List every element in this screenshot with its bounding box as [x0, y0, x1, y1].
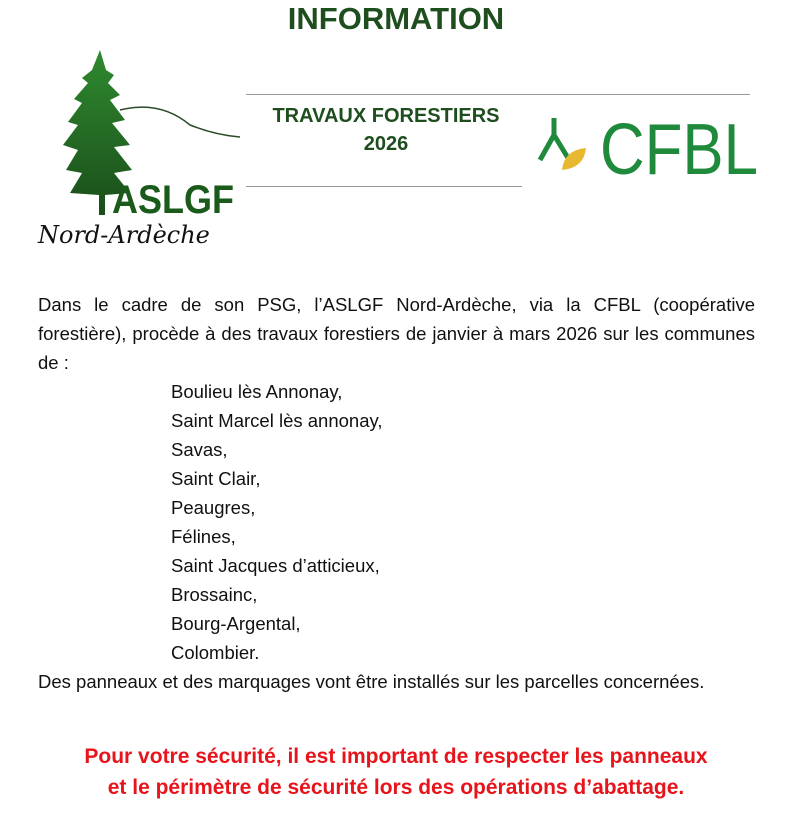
commune-item: Bourg-Argental, — [171, 613, 301, 634]
aslgf-logo — [30, 45, 250, 255]
subtitle-line2: 2026 — [363, 133, 409, 155]
cfbl-logo — [536, 110, 761, 190]
commune-item: Savas, — [171, 439, 228, 460]
commune-item: Peaugres, — [171, 497, 256, 518]
commune-item: Boulieu lès Annonay, — [171, 381, 343, 402]
commune-item: Saint Marcel lès annonay, — [171, 410, 383, 431]
warning-line1: Pour votre sécurité, il est important de respecter les panneaux — [84, 745, 708, 768]
body-text — [38, 290, 755, 696]
aslgf-logo-text: ASLGF — [112, 178, 234, 222]
warning-line2: et le périmètre de sécurité lors des opérations d’abattage. — [107, 776, 685, 799]
page-title: INFORMATION — [287, 1, 505, 36]
outro-paragraph: Des panneaux et des marquages vont être installés sur les parcelles concernées. — [38, 671, 705, 692]
subtitle-line1: TRAVAUX FORESTIERS — [272, 105, 500, 127]
divider-bottom — [246, 186, 522, 187]
subtitle — [246, 94, 526, 158]
commune-item: Félines, — [171, 526, 236, 547]
safety-warning — [0, 741, 792, 803]
communes-list — [38, 377, 755, 667]
intro-paragraph: Dans le cadre de son PSG, l’ASLGF Nord-Ardèche, via la CFBL (coopérative forestière), procède à des travaux forestiers de janvier à mars 2026 sur les communes de : — [38, 294, 755, 373]
commune-item: Saint Jacques d’atticieux, — [171, 555, 380, 576]
tree-arrow-icon — [540, 135, 568, 160]
commune-item: Saint Clair, — [171, 468, 261, 489]
cfbl-logo-text: CFBL — [600, 110, 758, 190]
commune-item: Brossainc, — [171, 584, 258, 605]
aslgf-logo-subtitle: Nord-Ardèche — [38, 221, 210, 249]
commune-item: Colombier. — [171, 642, 260, 663]
